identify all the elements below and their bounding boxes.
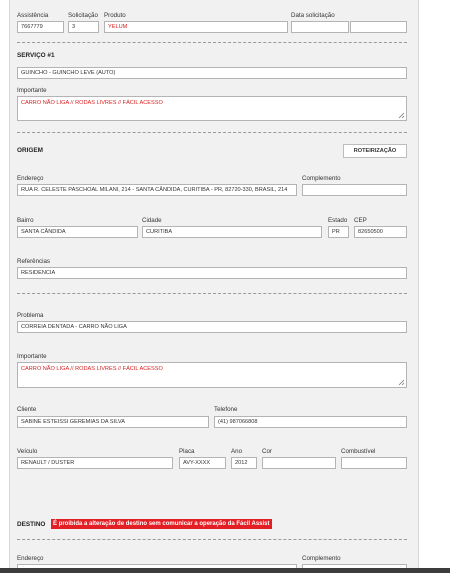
cor-label: Cor xyxy=(262,448,272,455)
origem-endereco-label: Endereço xyxy=(17,175,44,182)
placa-label: Placa xyxy=(179,448,195,455)
solicitacao-field[interactable]: 3 xyxy=(68,21,99,33)
destino-endereco-label: Endereço xyxy=(17,555,44,562)
estado-label: Estado xyxy=(328,217,348,224)
cor-field[interactable] xyxy=(262,457,336,469)
telefone-label: Telefone xyxy=(214,406,238,413)
origem-endereco-field[interactable]: RUA R. CELESTE PASCHOAL MILANI, 214 - SANTA CÂNDIDA, CURITIBA - PR, 82720-330, BRASIL, 214 xyxy=(17,184,297,196)
data-solicitacao-field[interactable] xyxy=(291,21,349,33)
destino-complemento-label: Complemento xyxy=(302,555,341,562)
problema-label: Problema xyxy=(17,312,44,319)
produto-label: Produto xyxy=(104,12,126,19)
telefone-field[interactable]: (41) 987066808 xyxy=(214,416,407,428)
cidade-field[interactable]: CURITIBA xyxy=(142,226,322,238)
servico-importante-text: CARRO NÃO LIGA // RODAS LIVRES // FÁCIL ACESSO xyxy=(21,100,163,106)
cliente-label: Cliente xyxy=(17,406,37,413)
resize-grip-icon[interactable] xyxy=(398,112,405,119)
cep-label: CEP xyxy=(354,217,367,224)
origem-title: ORIGEM xyxy=(17,147,43,154)
origem-complemento-field[interactable] xyxy=(302,184,407,196)
divider xyxy=(17,42,407,43)
divider xyxy=(17,539,407,540)
combustivel-label: Combustível xyxy=(341,448,376,455)
referencias-field[interactable]: RESIDENCIA xyxy=(17,267,407,279)
destino-title: DESTINO xyxy=(17,521,46,528)
cep-field[interactable]: 82650500 xyxy=(354,226,407,238)
servico-title: SERVIÇO #1 xyxy=(17,52,55,59)
bottom-scrollbar[interactable] xyxy=(0,568,450,573)
roteirizacao-button[interactable]: ROTEIRIZAÇÃO xyxy=(343,144,407,158)
veiculo-label: Veículo xyxy=(17,448,38,455)
estado-field[interactable]: PR xyxy=(328,226,349,238)
referencias-label: Referências xyxy=(17,258,51,265)
assistencia-label: Assistência xyxy=(17,12,49,19)
cidade-label: Cidade xyxy=(142,217,162,224)
data-solicitacao-label: Data solicitação xyxy=(291,12,335,19)
bairro-field[interactable]: SANTA CÂNDIDA xyxy=(17,226,138,238)
combustivel-field[interactable] xyxy=(341,457,407,469)
origem-complemento-label: Complemento xyxy=(302,175,341,182)
destino-warning-banner: É proibida a alteração de destino sem comunicar a operação da Fácil Assist xyxy=(53,521,270,527)
bairro-label: Bairro xyxy=(17,217,34,224)
hora-solicitacao-field[interactable] xyxy=(350,21,407,33)
ano-label: Ano xyxy=(231,448,243,455)
form-panel xyxy=(9,0,419,568)
placa-field[interactable]: AVY-XXXX xyxy=(179,457,226,469)
divider xyxy=(17,132,407,133)
problema-importante-text: CARRO NÃO LIGA // RODAS LIVRES // FÁCIL ACESSO xyxy=(21,366,163,372)
servico-tipo-field[interactable]: GUINCHO - GUINCHO LEVE (AUTO) xyxy=(17,67,407,79)
servico-importante-textarea[interactable] xyxy=(17,96,407,121)
cliente-field[interactable]: SABINE ESTEISSI GEREMIAS DA SILVA xyxy=(17,416,209,428)
assistencia-field[interactable]: 7667779 xyxy=(17,21,64,33)
problema-importante-label: Importante xyxy=(17,353,47,360)
produto-field[interactable]: YELUM xyxy=(104,21,288,33)
divider xyxy=(17,293,407,294)
problema-importante-textarea[interactable] xyxy=(17,362,407,388)
veiculo-field[interactable]: RENAULT / DUSTER xyxy=(17,457,173,469)
ano-field[interactable]: 2012 xyxy=(231,457,257,469)
solicitacao-label: Solicitação xyxy=(68,12,98,19)
resize-grip-icon[interactable] xyxy=(398,379,405,386)
servico-importante-label: Importante xyxy=(17,87,47,94)
problema-field[interactable]: CORREIA DENTADA - CARRO NÃO LIGA xyxy=(17,321,407,333)
